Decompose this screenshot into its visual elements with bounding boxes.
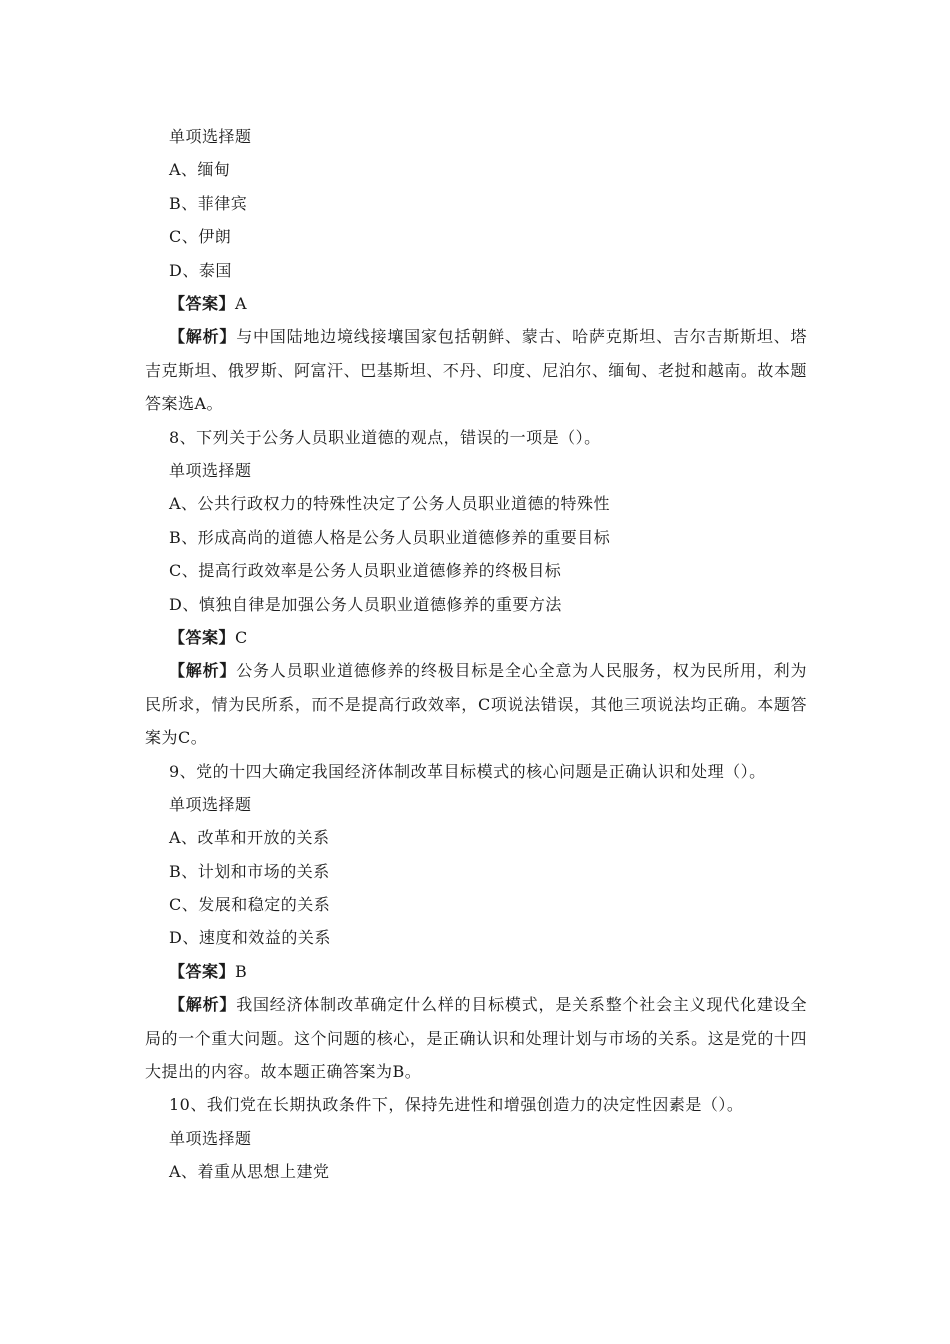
answer-label: 【答案】 (169, 961, 236, 981)
answer-value: C (235, 627, 248, 647)
analysis (145, 654, 807, 754)
question-type: 单项选择题 (169, 460, 252, 480)
analysis-text: 与中国陆地边境线接壤国家包括朝鲜、蒙古、哈萨克斯坦、吉尔吉斯斯坦、塔吉克斯坦、俄罗斯、阿富汗、巴基斯坦、不丹、印度、尼泊尔、缅甸、老挝和越南。故本题答案选A。 (145, 327, 807, 414)
question-text: 8、下列关于公务人员职业道德的观点，错误的一项是（）。 (169, 427, 601, 447)
answer-label: 【答案】 (169, 627, 236, 647)
answer (145, 621, 807, 654)
option-c: C、提高行政效率是公务人员职业道德修养的终极目标 (169, 561, 562, 581)
answer-label: 【答案】 (169, 293, 236, 313)
option-c: C、发展和稳定的关系 (169, 895, 331, 915)
question-type: 单项选择题 (169, 794, 252, 814)
option-a: A、改革和开放的关系 (169, 828, 330, 848)
question-type: 单项选择题 (169, 127, 252, 146)
option-b: B、形成高尚的道德人格是公务人员职业道德修养的重要目标 (169, 527, 611, 547)
option-d: D、慎独自律是加强公务人员职业道德修养的重要方法 (169, 594, 562, 614)
option-d: D、速度和效益的关系 (169, 928, 331, 948)
answer (145, 287, 807, 320)
option-a: A、公共行政权力的特殊性决定了公务人员职业道德的特殊性 (169, 494, 611, 514)
analysis-text: 我国经济体制改革确定什么样的目标模式，是关系整个社会主义现代化建设全局的一个重大问题。这个问题的核心，是正确认识和处理计划与市场的关系。这是党的十四大提出的内容。故本题正确答案为B。 (145, 995, 807, 1082)
answer (145, 955, 807, 988)
analysis-label: 【解析】 (169, 995, 237, 1015)
option-b: B、计划和市场的关系 (169, 861, 330, 881)
option-a: A、缅甸 (169, 160, 231, 180)
analysis (145, 320, 807, 420)
analysis-label: 【解析】 (169, 661, 237, 681)
option-a: A、着重从思想上建党 (169, 1162, 330, 1182)
option-d: D、泰国 (169, 260, 232, 280)
document-page (145, 120, 807, 1189)
analysis (145, 988, 807, 1088)
question-type: 单项选择题 (169, 1128, 252, 1148)
analysis-text: 公务人员职业道德修养的终极目标是全心全意为人民服务，权为民所用，利为民所求，情为民所系，而不是提高行政效率，C项说法错误，其他三项说法均正确。本题答案为C。 (145, 661, 807, 748)
answer-value: A (235, 293, 248, 313)
answer-value: B (235, 961, 248, 981)
analysis-label: 【解析】 (169, 327, 237, 347)
option-c: C、伊朗 (169, 227, 232, 247)
question-text: 9、党的十四大确定我国经济体制改革目标模式的核心问题是正确认识和处理（）。 (169, 761, 766, 781)
question-text: 10、我们党在长期执政条件下，保持先进性和增强创造力的决定性因素是（）。 (169, 1095, 744, 1115)
option-b: B、菲律宾 (169, 193, 248, 213)
